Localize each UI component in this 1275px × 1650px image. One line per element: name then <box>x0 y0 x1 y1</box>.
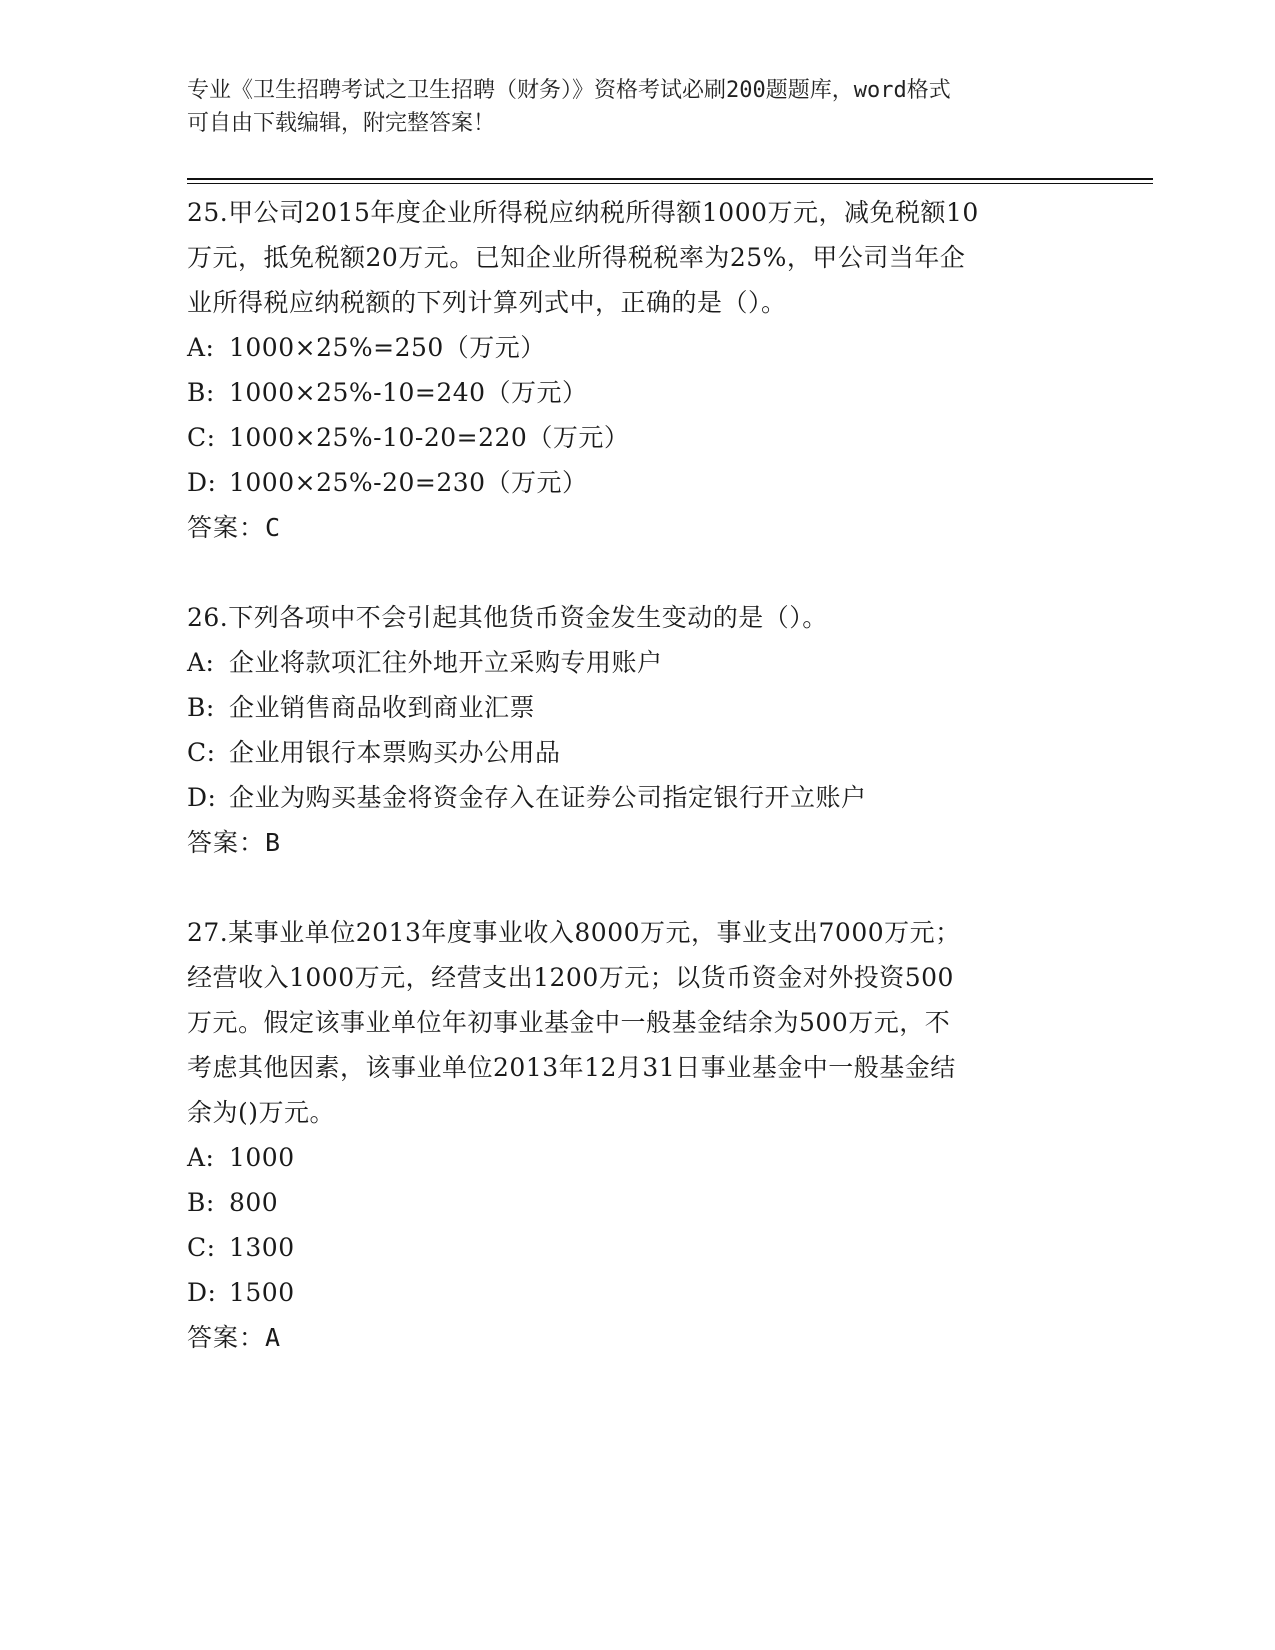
answer-line <box>187 505 1087 551</box>
stem-line: 万元，抵免税额20万元。已知企业所得税税率为25%，甲公司当年企 <box>187 243 966 272</box>
option-d <box>187 1270 1087 1315</box>
answer-label: 答案： <box>187 1323 266 1352</box>
stem-line: 25.甲公司2015年度企业所得税应纳税所得额1000万元，减免税额10 <box>187 198 979 227</box>
option-letter: B: <box>187 693 215 722</box>
option-b <box>187 370 1087 415</box>
option-letter: D: <box>187 1278 217 1307</box>
option-letter: C: <box>187 738 216 767</box>
question-27 <box>187 910 1087 1361</box>
answer-label: 答案： <box>187 828 266 857</box>
option-letter: A: <box>187 333 215 362</box>
option-letter: A: <box>187 648 215 677</box>
question-stem <box>187 190 1087 325</box>
option-letter: C: <box>187 423 216 452</box>
option-text: 1000×25%=250（万元） <box>229 333 546 362</box>
option-letter: B: <box>187 378 215 407</box>
option-c <box>187 1225 1087 1270</box>
option-b <box>187 685 1087 730</box>
question-stem <box>187 595 1087 640</box>
question-spacer <box>187 866 1087 910</box>
option-text: 企业销售商品收到商业汇票 <box>229 693 536 722</box>
option-text: 1300 <box>229 1233 295 1262</box>
document-header <box>187 74 1067 140</box>
stem-line: 余为()万元。 <box>187 1098 336 1127</box>
stem-line: 26.下列各项中不会引起其他货币资金发生变动的是（）。 <box>187 603 828 632</box>
header-line-1: 专业《卫生招聘考试之卫生招聘（财务）》资格考试必刷200题题库，word格式 <box>187 78 951 103</box>
option-text: 企业为购买基金将资金存入在证券公司指定银行开立账户 <box>229 783 867 812</box>
option-letter: D: <box>187 783 217 812</box>
option-text: 1000×25%-10-20=220（万元） <box>229 423 630 452</box>
option-text: 1000×25%-10=240（万元） <box>229 378 588 407</box>
stem-line: 万元。假定该事业单位年初事业基金中一般基金结余为500万元，不 <box>187 1008 951 1037</box>
option-c <box>187 730 1087 775</box>
option-a <box>187 325 1087 370</box>
answer-value: B <box>265 828 282 857</box>
stem-line: 考虑其他因素，该事业单位2013年12月31日事业基金中一般基金结 <box>187 1053 956 1082</box>
question-25 <box>187 190 1087 551</box>
answer-value: A <box>265 1323 282 1352</box>
option-d <box>187 775 1087 820</box>
answer-line <box>187 1315 1087 1361</box>
question-stem <box>187 910 1087 1135</box>
answer-line <box>187 820 1087 866</box>
option-letter: B: <box>187 1188 215 1217</box>
option-d <box>187 460 1087 505</box>
question-spacer <box>187 551 1087 595</box>
stem-line: 业所得税应纳税额的下列计算列式中，正确的是（）。 <box>187 288 787 317</box>
option-text: 企业将款项汇往外地开立采购专用账户 <box>229 648 663 677</box>
stem-line: 27.某事业单位2013年度事业收入8000万元，事业支出7000万元； <box>187 918 961 947</box>
option-text: 企业用银行本票购买办公用品 <box>229 738 561 767</box>
option-text: 1000×25%-20=230（万元） <box>229 468 588 497</box>
header-divider-thick <box>187 178 1153 180</box>
question-list <box>187 190 1087 1361</box>
option-a <box>187 1135 1087 1180</box>
option-b <box>187 1180 1087 1225</box>
option-letter: D: <box>187 468 217 497</box>
option-a <box>187 640 1087 685</box>
option-letter: C: <box>187 1233 216 1262</box>
answer-value: C <box>265 513 282 542</box>
option-letter: A: <box>187 1143 215 1172</box>
answer-label: 答案： <box>187 513 266 542</box>
option-text: 800 <box>229 1188 279 1217</box>
question-26 <box>187 595 1087 866</box>
option-c <box>187 415 1087 460</box>
option-text: 1500 <box>229 1278 295 1307</box>
stem-line: 经营收入1000万元，经营支出1200万元；以货币资金对外投资500 <box>187 963 954 992</box>
header-divider-thin <box>187 183 1153 184</box>
option-text: 1000 <box>229 1143 295 1172</box>
header-line-2: 可自由下载编辑，附完整答案！ <box>187 111 496 136</box>
